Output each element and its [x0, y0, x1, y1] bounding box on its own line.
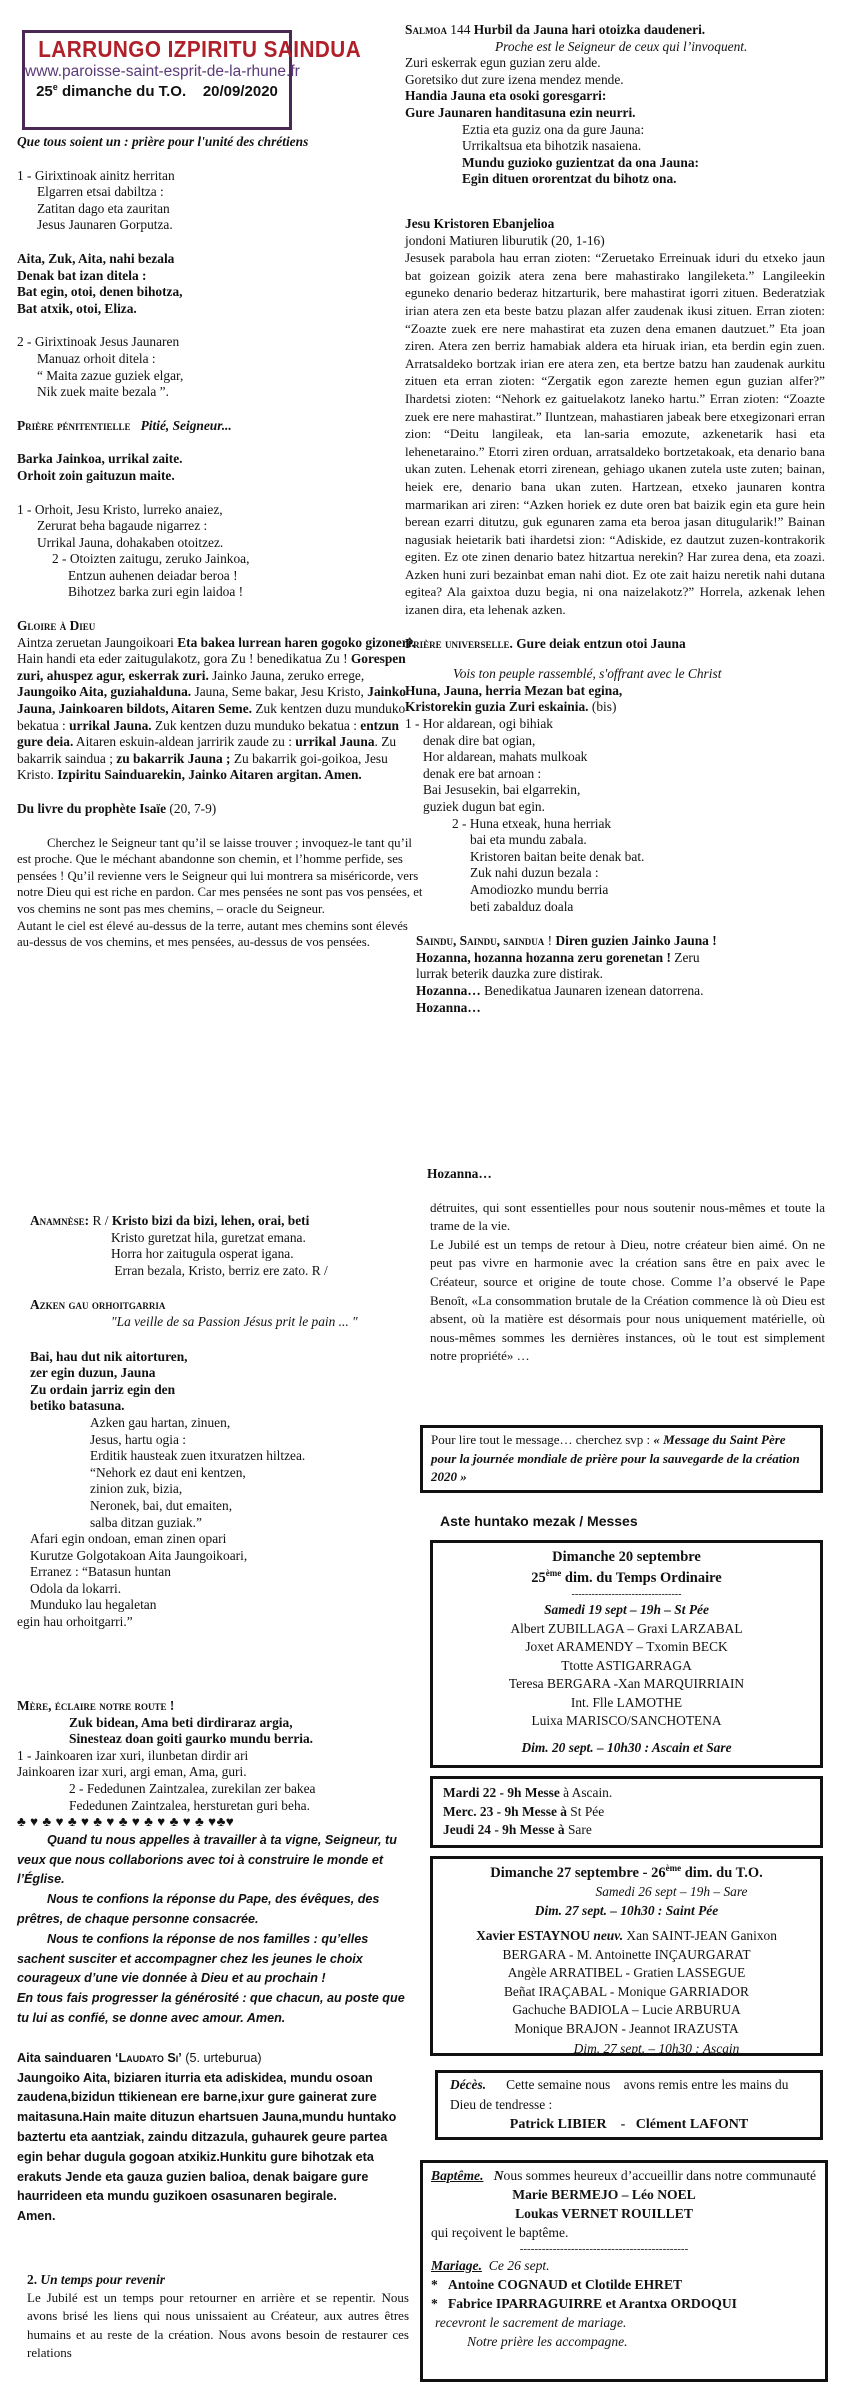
azken-refrain: Bai, hau dut nik aitorturen, zer egin duzun, Jauna Zu ordain jarriz egin den betiko batasuna. — [30, 1348, 188, 1414]
mass-intention: Ttotte ASTIGARRAGA — [561, 1657, 692, 1673]
gloria-segment: Jainko Jauna, zeruko errege, — [208, 667, 365, 683]
mere-heading: Mère, éclaire notre route ! — [17, 1698, 175, 1713]
psalm-subtitle: Proche est le Seigneur de ceux qui l’invoquent. — [495, 38, 748, 54]
baptism-name: Marie BERMEJO – Léo NOEL — [512, 2187, 696, 2202]
unity-verse-1: 1 - Girixtinoak ainitz herritan Elgarren etsai dabiltza : Zatitan dago eta zauritan Jesus Jaunaren Gorputza. — [17, 167, 175, 233]
universal-heading: Prière universelle. Gure deiak entzun otoi Jauna — [405, 635, 686, 651]
mass-intention: Joxet ARAMENDY – Txomin BECK — [525, 1639, 728, 1654]
jubile-paragraph-2: Le Jubilé est un temps de retour à Dieu, notre créateur bien aimé. On ne peut pas vivre en harmonie avec la création sans être en paix avec le Créateur, source et origine de toute chose. Comme l’a observé le Pape Benoît, «La consommation brutale de la Création commence là où Dieu est absent, où la matière est désormais pour nous uniquement matérielle, où nous-mêmes sommes les dernières instances, où le tout est simplement notre propriété» … — [430, 1236, 825, 1364]
gospel-title: Jesu Kristoren Ebanjelioa — [405, 216, 555, 231]
unity-verse-2: 2 - Girixtinoak Jesus Jaunaren Manuaz orhoit ditela : “ Maita zazue guziek elgar, Nik zuek maite bezala ”. — [17, 334, 184, 400]
sanctus-hozanna: Hozanna… — [427, 1166, 492, 1181]
gloria-segment: Jaungoiko Aita, guziahalduna. — [17, 684, 192, 700]
gloria-segment: Aitaren eskuin-aldean jarririk zaude zu : — [73, 734, 296, 750]
isaie-paragraph-2: Autant le ciel est élevé au-dessus de la terre, autant mes chemins sont élevés au-dessus de vos chemins, et mes pensées, au-dessus de vos pensées. — [17, 918, 408, 950]
gloria-segment: Zuk kentzen duzu munduko bekatua : — [151, 717, 361, 733]
mere-section: Mère, éclaire notre route ! Zuk bidean, Ama beti dirdiraraz argia, Sinesteaz doan goiti gaurko mundu berria. 1 - Jainkoaren izar xuri, ilunbetan dirdir ari Jainkoaren izar xuri, argi eman, Ama, guri. 2 - Fededunen Zaintzalea, zurekilan zer bakea Fededunen Zaintzalea, hersturetan guri beha. ♣ ♥ ♣ ♥ ♣ ♥ ♣ ♥ ♣ ♥ ♣ ♥ ♣ ♥ ♣ ♥♣♥ Quand tu nous appelles à travailler à ta vigne, Seigneur, tu veux que nous collaborions avec toi à construire le monde et l’Église. Nous te confions la réponse du Pape, des évêques, des prêtres, de chaque personne consacrée. Nous te confions la réponse de nos familles : qu’elles sachent susciter et accompagner chez les jeunes le choix courageux d’une vie donnée à Dieu et au prochain ! En tous fais progresser la générosité : que chacun, au poste que tu lui as confié, se donne avec amour. Amen. Aita sainduaren ‘Laudato Si’ (5. urteburua) Jaungoiko Aita, biziaren iturria eta adiskidea, mundu osoan zaudena,bizidun ttikienean ere barne,ixur gure gainerat zure maitasuna.Hain maite dituzun ehartsuen Jauna,mundu huntako baztertu eta aantziak, zaindu ditzazula, guhaurek geure partea egin behar dugula gogoan atxikiz.Hunkitu gure bihotzak eta erakuts Jende eta gauza guzien balioa, denak baigare gure haurrideen eta mundu guzikoen osasunaren begirale. Amen. — [17, 1698, 412, 2227]
azken-verse-1: Azken gau hartan, zinuen, Jesus, hartu ogia : Erditik hausteak zuen itxuratzen hiltzea. “Nehork ez daut eni kentzen, zinion zuk, bizia, Neronek, bai, dut emaiten, salba ditzan guziak.” — [90, 1414, 306, 1530]
sunday-date: 25e dimanche du T.O. 20/09/2020 — [36, 82, 278, 100]
bapteme-mariage-box: Baptême. Nous sommes heureux d’accueillir dans notre communauté Marie BERMEJO – Léo NOEL Loukas VERNET ROUILLET qui reçoivent le baptême. ---------------------------------------------- Mariage. Ce 26 sept. * Antoine COGNAUD et Clotilde EHRET * Fabrice IPARRAGUIRRE et Arantxa ORDOQUI recevront le sacrement de mariage. Notre prière les accompagne. — [420, 2160, 828, 2382]
weekday-mass: Mardi 22 - 9h Messe à Ascain. — [443, 1785, 613, 1800]
penitential-refrain: Barka Jainkoa, urrikal zaite. Orhoit zoin gaituzun maite. — [17, 451, 183, 483]
gloria-segment: Hain handi eta eder zaitugulakotz, gora Zu ! benedikatua Zu ! — [17, 651, 351, 667]
penitential-heading: Prière pénitentielle Pitié, Seigneur... — [17, 417, 232, 433]
gloria-segment: urrikal Jauna — [295, 734, 375, 750]
gloria-segment: . Zu bakarrik saindua ; — [17, 734, 397, 766]
jubile-heading: 2. Un temps pour revenir — [27, 2272, 166, 2287]
deceased-names: Patrick LIBIER - Clément LAFONT — [509, 2117, 749, 2132]
marriage-couple: * Fabrice IPARRAGUIRRE et Arantxa ORDOQUI — [431, 2296, 737, 2311]
gospel-text: Jesusek parabola hau erran zioten: “Zeruetako Erreinuak iduri du etxeko jaun bat goizean goizik atera zena bere mahastirako langileketa.” Langileekin eguneko denario bederaz hitzarturik, bere mahastirat igorri zituen. Bederatziak irian atera zen eta beste batzu plazan alfer zaudenak ikusi zituen. Erran zioten: “Zoazte zuek ere nere mahastirat eta zuzen dena emanen dautzuet.” Eta joan ziren. Atera zen berriz hamabiak aldera eta hiruak irian, eta berdin egin zuen. Arratsaldeko bortzak irian ere atera zen, eta bertze batzu han zaudenak aurkitu zituen eta erran zioten: “Zergatik egon zarezte hemen egun guzian alfer?” Ihardetsi zioten: “Nehork ez gaituelakotz laneko hartu.” Erran zioten: “Zoazte zuek ere nere mahastirat.” Iluntzean, mahastiaren jabeak bere etxegizonari erran zion: “Deitu langileak, eta lan-saria emozute, azkenetarik hasi eta lehenetaraino.” Etorri ziren orduan, arratsaldeko bortzetakoak, eta denario bana ukan zuten. Lehenak etorri zirenean, gehiago ukanen zutela uste zuten; bainan, heiek ere, denario bana ukan zuten. Hartzean, etxeko jaunaren kontra marmarikan ari ziren: “Azken horiek ez dute oren bat baizik egin eta gure hein berean ezarri ditutzu, guk egunaren zama eta beroa jasan ditugularik!” Bainan nagusiak heietarik bati ihardetsi zion: “Adiskide, ez dautzut zuzen-kontrakorik egiten. Ez ote zinen denario batez hitzartua nerekin? Har zurea dena, eta zoazi. Azken huni zuri bezainbat eman nahi diot. Ez ote zait haizu neretik nahi dutana egitea? Ala gaixtoa duzu begia, ni ona naizelakotz?” Horrela, azkenak lehen izanen dira, eta lehenak azken. — [405, 250, 825, 618]
laudato-si-prayer: Jaungoiko Aita, biziaren iturria eta adiskidea, mundu osoan zaudena,bizidun ttikienean ere barne,ixur gure gainerat zure maitasuna.Hain maite dituzun ehartsuen Jauna,mundu huntako baztertu eta aantziak, zaindu ditzazula, guhaurek geure partea egin behar dugula gogoan atxikiz.Hunkitu gure bihotzak eta erakuts Jende eta gauza guzien balioa, denak baigare gure haurrideen eta mundu guzikoen osasunaren begirale. — [17, 2070, 397, 2204]
isaie-paragraph-1: Cherchez le Seigneur tant qu’il se laisse trouver ; invoquez-le tant qu’il est proche. Que le méchant abandonne son chemin, et l’homme perfide, ses pensées ! Qu’il revienne vers le Seigneur qui lui montrera sa miséricorde, vers notre Dieu qui est riche en pardon. Car mes pensées ne sont pas vos pensées, et vos chemins ne sont pas mes chemins, – oracle du Seigneur. — [17, 835, 423, 916]
header-banner — [22, 30, 362, 130]
gloria-segment: Zu bakarrik goi-goikoa, Jesu Kristo. — [17, 750, 388, 783]
parish-url[interactable]: www.paroisse-saint-esprit-de-la-rhune.fr — [25, 63, 300, 80]
weekday-mass: Merc. 23 - 9h Messe à St Pée — [443, 1803, 605, 1819]
universal-refrain: Huna, Jauna, herria Mezan bat egina, Kristorekin guzia Zuri eskainia. (bis) — [405, 682, 623, 715]
mass-intention: Albert ZUBILLAGA – Graxi LARZABAL — [510, 1620, 743, 1636]
universal-verse-2: 2 - Huna etxeak, huna herriak bai eta mundu zabala. Kristoren baitan beite denak bat. Zuk nahi duzun bezala : Amodiozko mundu berria beti zabalduz doala — [452, 815, 645, 914]
gloria-heading: Gloire à Dieu — [17, 618, 96, 634]
gloria-segment: entzun gure deia. — [17, 717, 399, 750]
gloria-segment: Jauna, Seme bakar, Jesu Kristo, — [191, 684, 368, 700]
masses-sunday-20-box: Dimanche 20 septembre 25ème dim. du Temps Ordinaire --------------------------------- Samedi 19 sept – 19h – St Pée Albert ZUBILLAGA – Graxi LARZABAL Joxet ARAMENDY – Txomin BECK Ttotte ASTIGARRAGA Teresa BERGARA -Xan MARQUIRRIAIN Int. Flle LAMOTHE Luixa MARISCO/SANCHOTENA Dim. 20 sept. – 10h30 : Ascain et Sare — [430, 1540, 823, 1768]
deces-box: Décès. Cette semaine nous avons remis entre les mains du Dieu de tendresse : Patrick LIBIER - Clément LAFONT — [435, 2070, 823, 2140]
marriage-couple: * Antoine COGNAUD et Clotilde EHRET — [431, 2277, 683, 2292]
card-suit-divider: ♣ ♥ ♣ ♥ ♣ ♥ ♣ ♥ ♣ ♥ ♣ ♥ ♣ ♥ ♣ ♥♣♥ — [17, 1814, 235, 1830]
laudato-si-heading: Aita sainduaren ‘Laudato Si’ (5. urteburua) — [17, 2050, 262, 2065]
mass-intention: Luixa MARISCO/SANCHOTENA — [531, 1713, 722, 1728]
vigne-prayer: Quand tu nous appelles à travailler à ta vigne, Seigneur, tu veux que nous collaborions avec toi à construire le monde et l’Église. Nous te confions la réponse du Pape, des évêques, des prêtres, de chaque personne consacrée. Nous te confions la réponse de nos familles : qu’elles sachent susciter et accompagner chez les jeunes le choix courageux d’une vie donnée à Dieu et au prochain ! En tous fais progresser la générosité : que chacun, au poste que tu lui as confié, se donne avec amour. Amen. — [17, 1832, 405, 2025]
universal-subtitle: Vois ton peuple rassemblé, s'offrant avec le Christ — [453, 666, 722, 682]
gloria-segment: Izpiritu Sainduarekin, Jainko Aitaren argitan. Amen. — [57, 767, 362, 783]
isaie-heading: Du livre du prophète Isaïe (20, 7-9) — [17, 801, 217, 816]
unity-title: Que tous soient un : prière pour l'unité des chrétiens — [17, 134, 309, 149]
mass-intentions — [433, 1620, 820, 1731]
jubile-section — [27, 2272, 409, 2363]
mass-intention: Angèle ARRATIBEL - Gratien LASSEGUE — [507, 1965, 746, 1980]
jubile-continuation: Hozanna… détruites, qui sont essentielles pour nous soutenir nous-mêmes et toute la trame de la vie. Le Jubilé est un temps de retour à Dieu, notre créateur bien aimé. On ne peut pas vivre en harmonie avec la création sans être en paix avec le Créateur, source et origine de toute chose. Comme l’a observé le Pape Benoît, «La consommation brutale de la Création commence là où Dieu est absent, où la matière est désormais pour nous uniquement matérielle, où nous-mêmes sommes les dernières instances, où le tout est simplement notre propriété» … — [430, 1166, 825, 1366]
mass-intention: Int. Flle LAMOTHE — [570, 1694, 683, 1710]
azken-heading: Azken gau orhoitgarria — [30, 1297, 166, 1313]
gloria-segment: urrikal Jauna. — [69, 717, 152, 733]
gloria-segment: Jainko Jauna, Jainkoaren bildots, Aitaren Seme. — [17, 684, 406, 717]
gloria-segment: zu bakarrik Jauna ; — [116, 750, 231, 766]
gloria-segment: Zuk kentzen duzu munduko bekatua : — [17, 701, 406, 733]
psalm-heading: Salmoa 144 Hurbil da Jauna hari otoizka daudeneri. — [405, 22, 706, 37]
gloria-text — [17, 635, 427, 784]
azken-verse-2: Afari egin ondoan, eman zinen opari Kurutze Golgotakoan Aita Jaungoikoari, Erranez : “Batasun huntan Odola da lokarri. Munduko lau hegaletan egin hau orhoitgarri.” — [17, 1531, 248, 1630]
sanctus-section: Saindu, Saindu, saindua ! Diren guzien Jainko Jauna ! Hozanna, hozanna hozanna zeru gorenetan ! Zeru lurrak beterik dauzka zure distirak. Hozanna… Benedikatua Jaunaren izenean datorrena. Hozanna… — [416, 933, 717, 1015]
unity-section — [17, 134, 423, 951]
mass-intentions — [433, 1946, 820, 2039]
mass-intention: BERGARA - M. Antoinette INÇAURGARAT — [502, 1946, 751, 1962]
message-box: Pour lire tout le message… cherchez svp : « Message du Saint Père pour la journée mondiale de prière pour la sauvegarde de la création 2020 » — [420, 1425, 823, 1493]
mass-intention: Monique BRAJON - Jeannot IRAZUSTA — [514, 2020, 739, 2036]
masses-heading: Aste huntako mezak / Messes — [440, 1513, 638, 1529]
mere-refrain: Zuk bidean, Ama beti dirdiraraz argia, Sinesteaz doan goiti gaurko mundu berria. — [69, 1714, 314, 1747]
penitential-verse-2: 2 - Otoizten zaitugu, zeruko Jainkoa, Entzun auhenen deiadar beroa ! Bihotzez barka zuri egin laidoa ! — [52, 551, 250, 600]
mass-intention: Beñat IRAÇABAL - Monique GARRIADOR — [504, 1983, 749, 1999]
weekday-mass: Jeudi 24 - 9h Messe à Sare — [443, 1822, 592, 1838]
laudato-si-amen: Amen. — [17, 2209, 56, 2224]
universal-verse-1: 1 - Hor aldarean, ogi bihiak denak dire bat ogian, Hor aldarean, mahats mulkoak denak ere bat arnoan : Bai Jesusekin, bai elgarrekin, guziek dugun bat egin. — [405, 716, 588, 814]
gospel-reference: jondoni Matiuren liburutik (20, 1-16) — [405, 232, 605, 248]
gloria-segment: Eta bakea lurrean haren gogoko gizoneri. — [177, 634, 415, 650]
azken-subtitle: "La veille de sa Passion Jésus prit le pain ... " — [111, 1313, 358, 1329]
mass-intention: Gachuche BADIOLA – Lucie ARBURUA — [512, 2002, 741, 2017]
mass-intention: Teresa BERGARA -Xan MARQUIRRIAIN — [508, 1676, 745, 1691]
weekday-masses-box — [430, 1776, 823, 1848]
jubile-paragraph-1: Le Jubilé est un temps pour retourner en arrière et se repentir. Nous avons brisé les liens qui nous unissaient au Créateur, aux autres êtres humains et au reste de la création. Nous avons besoin de restaurer ces relations — [27, 2289, 409, 2361]
penitential-verse-1: 1 - Orhoit, Jesu Kristo, lurreko anaiez, Zerurat beha bagaude nigarrez : Urrikal Jauna, dohakaben otoitzez. — [17, 501, 224, 550]
masses-sunday-27-box: Dimanche 27 septembre - 26ème dim. du T.O. Samedi 26 sept – 19h – Sare Dim. 27 sept. – 10h30 : Saint Pée Xavier ESTAYNOU neuv. Xan SAINT-JEAN Ganixon BERGARA - M. Antoinette INÇAURGARAT Angèle ARRATIBEL - Gratien LASSEGUE Beñat IRAÇABAL - Monique GARRIADOR Gachuche BADIOLA – Lucie ARBURUA Monique BRAJON - Jeannot IRAZUSTA Dim. 27 sept. – 10h30 : Ascain — [430, 1856, 823, 2056]
psalm-section: Salmoa 144 Hurbil da Jauna hari otoizka daudeneri. Proche est le Seigneur de ceux qui l’invoquent. Zuri eskerrak egun guzian zeru alde. Goretsiko dut zure izena mendez mende. Handia Jauna eta osoki goresgarri: Gure Jaunaren handitasuna ezin neurri. Eztia eta guziz ona da gure Jauna: Urrikaltsua eta bihotzik nasaiena. Mundu guzioko guzientzat da ona Jauna: Egin dituen ororentzat du bihotz ona. — [405, 22, 825, 188]
unity-refrain: Aita, Zuk, Aita, nahi bezala Denak bat izan ditela : Bat egin, otoi, denen bihotza, Bat atxik, otoi, Eliza. — [17, 250, 183, 316]
gospel-section — [405, 216, 825, 1016]
baptism-name: Loukas VERNET ROUILLET — [515, 2206, 693, 2221]
gloria-segment: Aintza zeruetan Jaungoikoari — [17, 634, 178, 650]
parish-title: LARRUNGO IZPIRITU SAINDUA — [38, 36, 362, 62]
gloria-segment: Gorespen zuri, ahuspez agur, eskerrak zuri. — [17, 651, 406, 683]
anamnese-section: Anamnèse: R / Kristo bizi da bizi, lehen, orai, beti Kristo guretzat hila, guretzat emana. Horra hor zaitugula osperat igana. Erran bezala, Kristo, berriz ere zato. R / Azken gau orhoitgarria "La veille de sa Passion Jésus prit le pain ... " Bai, hau dut nik aitorturen, zer egin duzun, Jauna Zu ordain jarriz egin den betiko batasuna. Azken gau hartan, zinuen, Jesus, hartu ogia : Erditik hausteak zuen itxuratzen hiltzea. “Nehork ez daut eni kentzen, zinion zuk, bizia, Neronek, bai, dut emaiten, salba ditzan guziak.” Afari egin ondoan, eman zinen opari Kurutze Golgotakoan Aita Jaungoikoari, Erranez : “Batasun huntan Odola da lokarri. Munduko lau hegaletan egin hau orhoitgarri.” — [30, 1213, 420, 1631]
